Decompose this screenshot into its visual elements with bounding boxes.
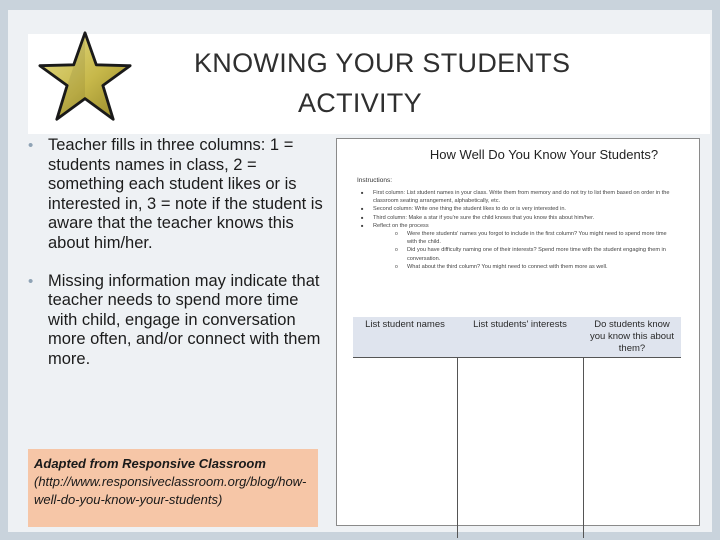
bullet-item xyxy=(28,272,328,370)
instruction-text: Reflect on the process xyxy=(373,222,429,229)
column-header-names: List student names xyxy=(353,317,457,358)
instruction-item: ■ Second column: Write one thing the student likes to do or is very interested in. xyxy=(359,205,675,213)
worksheet-instructions xyxy=(359,189,675,271)
sub-instruction-item: o Did you have difficulty naming one of their interests? Spend more time with the student engaging them in conversation. xyxy=(395,246,675,262)
instruction-item xyxy=(359,222,675,271)
bullet-dot-icon: • xyxy=(28,137,34,154)
worksheet-title xyxy=(337,147,699,162)
page-title-line2: ACTIVITY xyxy=(298,88,422,118)
citation-box xyxy=(28,449,318,527)
sub-instruction-item: o Were there students' names you forgot to include in the first column? You might need to spend more time with the child. xyxy=(395,230,675,246)
instruction-item: ■ Third column: Make a star if you're sure the child knows that you know this about him/her. xyxy=(359,214,675,222)
citation-source: Adapted from Responsive Classroom xyxy=(34,456,266,471)
sub-instruction-item: o What about the third column? You might need to connect with them more as well. xyxy=(395,263,675,271)
column-header-knows: Do students know you know this about them? xyxy=(583,317,681,358)
instruction-item: ■ First column: List student names in your class. Write them from memory and do not try to list them based on order in the classroom seating arrangement, alphabetically, etc. xyxy=(359,189,675,205)
gold-star-icon xyxy=(38,28,132,126)
bullet-text: Missing information may indicate that teacher needs to spend more time with child, engage in conversation more often, and/or connect with them more. xyxy=(48,271,321,368)
bullet-dot-icon: • xyxy=(28,272,34,290)
bullet-text: Teacher fills in three columns: 1 = students names in class, 2 = something each student likes or is interested in, 3 = note if the student is aware that the teacher knows this about him/her. xyxy=(48,136,323,252)
table-cell xyxy=(583,358,681,539)
column-header-interests: List students' interests xyxy=(457,317,583,358)
bullet-item xyxy=(28,136,328,254)
citation-url: (http://www.responsiveclassroom.org/blog/how-well-do-you-know-your-students) xyxy=(34,474,307,507)
table-cell xyxy=(457,358,583,539)
worksheet-image xyxy=(336,138,700,526)
page-title-line1: KNOWING YOUR STUDENTS xyxy=(194,48,571,78)
table-cell xyxy=(353,358,457,539)
worksheet-instructions-label: Instructions: xyxy=(357,177,393,184)
bullet-list xyxy=(28,136,328,370)
worksheet-table xyxy=(353,317,681,538)
sub-instructions xyxy=(373,230,675,271)
worksheet-title-text: How Well Do You Know Your Students? xyxy=(429,147,659,162)
